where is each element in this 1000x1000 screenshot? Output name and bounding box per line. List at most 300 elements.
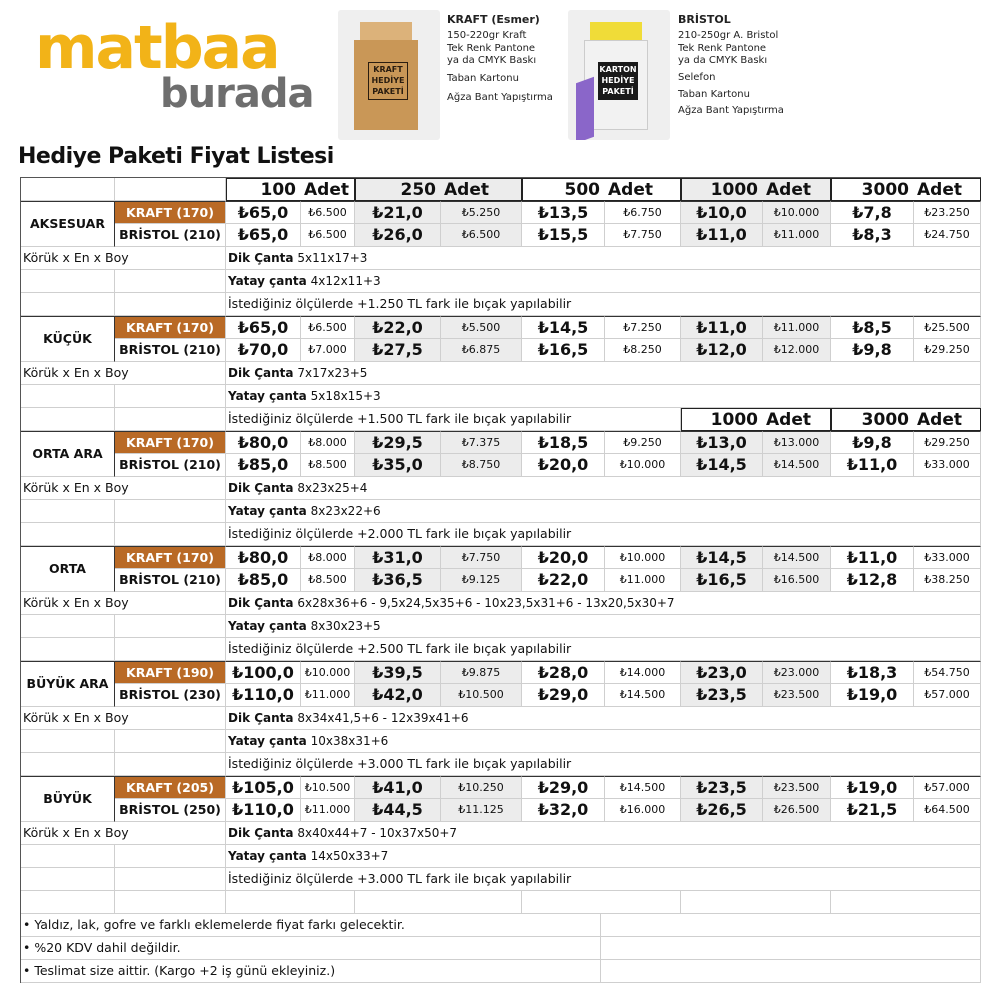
unit-price: ₺85,0: [226, 454, 301, 477]
total-price: ₺6.500: [301, 201, 355, 224]
yatay-canta-dimensions: [226, 385, 981, 408]
total-price: ₺7.375: [441, 431, 522, 454]
total-price: ₺14.500: [763, 546, 831, 569]
quantity-header: [831, 408, 981, 431]
custom-die-note: İstediğiniz ölçülerde +3.000 TL fark ile bıçak yapılabilir: [226, 868, 981, 891]
table-row: [21, 270, 981, 293]
table-row: [21, 960, 981, 983]
kraft-spec-line: Taban Kartonu: [447, 73, 519, 84]
material-bristol: BRİSTOL (210): [115, 569, 226, 592]
total-price: ₺38.250: [914, 569, 981, 592]
unit-price: ₺26,0: [355, 224, 441, 247]
yatay-canta-label: Yatay çanta: [228, 849, 307, 863]
yatay-canta-label: Yatay çanta: [228, 389, 307, 403]
total-price: ₺9.125: [441, 569, 522, 592]
table-row: [21, 661, 981, 691]
category-label: AKSESUAR: [21, 201, 115, 247]
dik-canta-value: 8x40x44+7 - 10x37x50+7: [297, 826, 458, 840]
table-row: [21, 247, 981, 270]
table-row: [21, 638, 981, 661]
total-price: ₺8.500: [301, 454, 355, 477]
table-row: [21, 546, 981, 576]
total-price: ₺9.875: [441, 661, 522, 684]
empty-cell: [115, 408, 226, 431]
quantity-header: [681, 408, 831, 431]
empty-cell: [21, 891, 115, 914]
total-price: ₺64.500: [914, 799, 981, 822]
empty-cell: [115, 730, 226, 753]
table-row: [21, 408, 981, 431]
table-row: [21, 201, 981, 231]
unit-price: ₺11,0: [831, 546, 914, 569]
dimension-label: Körük x En x Boy: [21, 707, 226, 730]
unit-price: ₺35,0: [355, 454, 441, 477]
empty-cell: [115, 385, 226, 408]
unit-price: ₺29,5: [355, 431, 441, 454]
custom-die-note: İstediğiniz ölçülerde +1.250 TL fark ile bıçak yapılabilir: [226, 293, 981, 316]
total-price: ₺6.500: [441, 224, 522, 247]
unit-price: ₺11,0: [681, 224, 763, 247]
material-kraft: KRAFT (170): [115, 546, 226, 569]
table-row: [21, 615, 981, 638]
material-bristol: BRİSTOL (210): [115, 339, 226, 362]
empty-cell: [21, 615, 115, 638]
bristol-spec-line: Tek Renk Pantone: [678, 43, 767, 54]
custom-die-note: İstediğiniz ölçülerde +3.000 TL fark ile bıçak yapılabilir: [226, 753, 981, 776]
table-row: [21, 454, 981, 477]
quantity-unit: Adet: [444, 180, 489, 200]
empty-cell: [21, 753, 115, 776]
dik-canta-dimensions: [226, 822, 981, 845]
dik-canta-value: 8x23x25+4: [297, 481, 368, 495]
unit-price: ₺10,0: [681, 201, 763, 224]
unit-price: ₺80,0: [226, 546, 301, 569]
unit-price: ₺20,0: [522, 454, 605, 477]
table-row: [21, 776, 981, 806]
unit-price: ₺21,0: [355, 201, 441, 224]
bristol-spec-line: Taban Kartonu: [678, 88, 750, 100]
unit-price: ₺65,0: [226, 224, 301, 247]
bristol-product-info: [678, 12, 784, 119]
category-label: ORTA ARA: [21, 431, 115, 477]
dimension-label: Körük x En x Boy: [21, 592, 226, 615]
unit-price: ₺21,5: [831, 799, 914, 822]
total-price: ₺9.250: [605, 431, 681, 454]
quantity-unit: Adet: [917, 410, 962, 430]
unit-price: ₺15,5: [522, 224, 605, 247]
quantity-number: 3000: [861, 180, 909, 200]
dimension-label: Körük x En x Boy: [21, 822, 226, 845]
yatay-canta-value: 4x12x11+3: [310, 274, 381, 288]
unit-price: ₺9,8: [831, 431, 914, 454]
yatay-canta-dimensions: [226, 500, 981, 523]
total-price: ₺29.250: [914, 339, 981, 362]
empty-cell: [355, 891, 522, 914]
unit-price: ₺28,0: [522, 661, 605, 684]
yatay-canta-dimensions: [226, 730, 981, 753]
table-row: [21, 845, 981, 868]
material-kraft: KRAFT (170): [115, 201, 226, 224]
unit-price: ₺7,8: [831, 201, 914, 224]
dimension-label: Körük x En x Boy: [21, 362, 226, 385]
unit-price: ₺12,8: [831, 569, 914, 592]
kraft-bag-label: KRAFT HEDİYE PAKETİ: [368, 62, 408, 100]
unit-price: ₺22,0: [355, 316, 441, 339]
yatay-canta-value: 14x50x33+7: [310, 849, 389, 863]
material-bristol: BRİSTOL (250): [115, 799, 226, 822]
material-kraft: KRAFT (205): [115, 776, 226, 799]
table-row: [21, 362, 981, 385]
empty-cell: [21, 868, 115, 891]
empty-cell: [226, 891, 355, 914]
empty-cell: [21, 385, 115, 408]
quantity-unit: Adet: [766, 410, 811, 430]
total-price: ₺57.000: [914, 776, 981, 799]
table-row: [21, 937, 981, 960]
total-price: ₺8.750: [441, 454, 522, 477]
total-price: ₺14.500: [763, 454, 831, 477]
total-price: ₺57.000: [914, 684, 981, 707]
unit-price: ₺65,0: [226, 201, 301, 224]
unit-price: ₺8,5: [831, 316, 914, 339]
total-price: ₺7.750: [605, 224, 681, 247]
quantity-unit: Adet: [304, 180, 349, 200]
quantity-header: [355, 178, 522, 201]
empty-cell: [831, 891, 981, 914]
matbaaburada-logo: [30, 13, 314, 117]
table-row: [21, 431, 981, 461]
empty-cell: [21, 523, 115, 546]
unit-price: ₺19,0: [831, 684, 914, 707]
unit-price: ₺23,5: [681, 776, 763, 799]
unit-price: ₺39,5: [355, 661, 441, 684]
total-price: ₺11.000: [763, 316, 831, 339]
dik-canta-value: 5x11x17+3: [297, 251, 368, 265]
quantity-number: 250: [400, 180, 436, 200]
total-price: ₺10.000: [301, 661, 355, 684]
total-price: ₺7.250: [605, 316, 681, 339]
total-price: ₺8.000: [301, 546, 355, 569]
table-row: [21, 523, 981, 546]
table-row: [21, 684, 981, 707]
empty-cell: [115, 868, 226, 891]
total-price: ₺23.500: [763, 684, 831, 707]
material-kraft: KRAFT (190): [115, 661, 226, 684]
empty-cell: [21, 730, 115, 753]
yatay-canta-dimensions: [226, 270, 981, 293]
kraft-spec-line: ya da CMYK Baskı: [447, 55, 537, 66]
total-price: ₺54.750: [914, 661, 981, 684]
dik-canta-dimensions: [226, 247, 981, 270]
empty-cell: [115, 523, 226, 546]
total-price: ₺23.250: [914, 201, 981, 224]
yatay-canta-label: Yatay çanta: [228, 619, 307, 633]
total-price: ₺11.000: [301, 799, 355, 822]
dik-canta-label: Dik Çanta: [228, 481, 294, 495]
yatay-canta-label: Yatay çanta: [228, 734, 307, 748]
custom-die-note: İstediğiniz ölçülerde +1.500 TL fark ile bıçak yapılabilir: [226, 408, 681, 431]
empty-cell: [681, 891, 831, 914]
dik-canta-value: 6x28x36+6 - 9,5x24,5x35+6 - 10x23,5x31+6 - 13x20,5x30+7: [297, 596, 675, 610]
total-price: ₺24.750: [914, 224, 981, 247]
footer-note: • Teslimat size aittir. (Kargo +2 iş günü ekleyiniz.): [21, 960, 601, 983]
bristol-bag-image: [568, 10, 670, 140]
unit-price: ₺41,0: [355, 776, 441, 799]
quantity-number: 500: [564, 180, 600, 200]
unit-price: ₺14,5: [681, 546, 763, 569]
custom-die-note: İstediğiniz ölçülerde +2.500 TL fark ile bıçak yapılabilir: [226, 638, 981, 661]
quantity-unit: Adet: [608, 180, 653, 200]
total-price: ₺25.500: [914, 316, 981, 339]
kraft-product-info: [447, 12, 553, 105]
unit-price: ₺13,5: [522, 201, 605, 224]
total-price: ₺8.500: [301, 569, 355, 592]
empty-cell: [601, 937, 981, 960]
material-bristol: BRİSTOL (230): [115, 684, 226, 707]
dik-canta-label: Dik Çanta: [228, 711, 294, 725]
dik-canta-label: Dik Çanta: [228, 251, 294, 265]
dik-canta-label: Dik Çanta: [228, 596, 294, 610]
dik-canta-dimensions: [226, 362, 981, 385]
footer-note: • Yaldız, lak, gofre ve farklı eklemelerde fiyat farkı gelecektir.: [21, 914, 601, 937]
unit-price: ₺80,0: [226, 431, 301, 454]
empty-cell: [21, 845, 115, 868]
total-price: ₺26.500: [763, 799, 831, 822]
kraft-spec-line: 150-220gr Kraft: [447, 29, 527, 41]
dik-canta-label: Dik Çanta: [228, 366, 294, 380]
quantity-number: 1000: [710, 410, 758, 430]
total-price: ₺11.000: [301, 684, 355, 707]
custom-die-note: İstediğiniz ölçülerde +2.000 TL fark ile bıçak yapılabilir: [226, 523, 981, 546]
dik-canta-label: Dik Çanta: [228, 826, 294, 840]
unit-price: ₺23,5: [681, 684, 763, 707]
empty-cell: [115, 293, 226, 316]
unit-price: ₺16,5: [522, 339, 605, 362]
yatay-canta-value: 5x18x15+3: [310, 389, 381, 403]
dik-canta-value: 7x17x23+5: [297, 366, 368, 380]
kraft-bag-image: [338, 10, 440, 140]
table-row: [21, 891, 981, 914]
unit-price: ₺110,0: [226, 684, 301, 707]
table-row: [21, 868, 981, 891]
unit-price: ₺29,0: [522, 776, 605, 799]
total-price: ₺14.000: [605, 661, 681, 684]
quantity-number: 100: [260, 180, 296, 200]
quantity-header: [831, 178, 981, 201]
total-price: ₺12.000: [763, 339, 831, 362]
unit-price: ₺11,0: [681, 316, 763, 339]
quantity-header: [522, 178, 681, 201]
unit-price: ₺18,5: [522, 431, 605, 454]
quantity-header: [226, 178, 355, 201]
table-row: [21, 799, 981, 822]
total-price: ₺13.000: [763, 431, 831, 454]
total-price: ₺6.875: [441, 339, 522, 362]
kraft-spec-line: Ağza Bant Yapıştırma: [447, 91, 553, 103]
unit-price: ₺29,0: [522, 684, 605, 707]
table-row: [21, 477, 981, 500]
total-price: ₺5.250: [441, 201, 522, 224]
category-label: BÜYÜK: [21, 776, 115, 822]
empty-cell: [21, 638, 115, 661]
logo-text-burada: burada: [160, 71, 314, 117]
total-price: ₺29.250: [914, 431, 981, 454]
unit-price: ₺110,0: [226, 799, 301, 822]
total-price: ₺14.500: [605, 684, 681, 707]
total-price: ₺7.000: [301, 339, 355, 362]
total-price: ₺10.000: [605, 546, 681, 569]
yatay-canta-label: Yatay çanta: [228, 274, 307, 288]
total-price: ₺6.500: [301, 316, 355, 339]
empty-cell: [21, 270, 115, 293]
unit-price: ₺27,5: [355, 339, 441, 362]
yatay-canta-dimensions: [226, 845, 981, 868]
unit-price: ₺26,5: [681, 799, 763, 822]
kraft-product-title: KRAFT (Esmer): [447, 13, 540, 26]
unit-price: ₺9,8: [831, 339, 914, 362]
table-row: [21, 178, 981, 201]
unit-price: ₺42,0: [355, 684, 441, 707]
dik-canta-dimensions: [226, 592, 981, 615]
material-kraft: KRAFT (170): [115, 316, 226, 339]
material-bristol: BRİSTOL (210): [115, 224, 226, 247]
empty-cell: [115, 178, 226, 201]
total-price: ₺6.500: [301, 224, 355, 247]
table-row: [21, 753, 981, 776]
empty-cell: [115, 638, 226, 661]
total-price: ₺8.000: [301, 431, 355, 454]
unit-price: ₺44,5: [355, 799, 441, 822]
total-price: ₺11.125: [441, 799, 522, 822]
bristol-spec-line: Ağza Bant Yapıştırma: [678, 105, 784, 116]
quantity-unit: Adet: [917, 180, 962, 200]
bristol-spec-line: Selefon: [678, 72, 716, 83]
total-price: ₺10.000: [763, 201, 831, 224]
dimension-label: Körük x En x Boy: [21, 247, 226, 270]
total-price: ₺10.500: [301, 776, 355, 799]
unit-price: ₺32,0: [522, 799, 605, 822]
table-row: [21, 316, 981, 346]
total-price: ₺33.000: [914, 454, 981, 477]
total-price: ₺10.250: [441, 776, 522, 799]
total-price: ₺16.500: [763, 569, 831, 592]
total-price: ₺11.000: [763, 224, 831, 247]
empty-cell: [601, 914, 981, 937]
yatay-canta-dimensions: [226, 615, 981, 638]
dik-canta-dimensions: [226, 707, 981, 730]
table-row: [21, 730, 981, 753]
material-kraft: KRAFT (170): [115, 431, 226, 454]
empty-cell: [115, 615, 226, 638]
empty-cell: [115, 753, 226, 776]
total-price: ₺23.000: [763, 661, 831, 684]
quantity-header: [681, 178, 831, 201]
bristol-spec-line: 210-250gr A. Bristol: [678, 29, 779, 41]
empty-cell: [21, 500, 115, 523]
dimension-label: Körük x En x Boy: [21, 477, 226, 500]
unit-price: ₺31,0: [355, 546, 441, 569]
total-price: ₺14.500: [605, 776, 681, 799]
bristol-bag-label: KARTON HEDİYE PAKETİ: [598, 62, 638, 100]
table-row: [21, 500, 981, 523]
unit-price: ₺12,0: [681, 339, 763, 362]
empty-cell: [21, 293, 115, 316]
unit-price: ₺22,0: [522, 569, 605, 592]
dik-canta-value: 8x34x41,5+6 - 12x39x41+6: [297, 711, 469, 725]
quantity-number: 1000: [710, 180, 758, 200]
unit-price: ₺14,5: [522, 316, 605, 339]
quantity-number: 3000: [861, 410, 909, 430]
material-bristol: BRİSTOL (210): [115, 454, 226, 477]
total-price: ₺7.750: [441, 546, 522, 569]
table-row: [21, 914, 981, 937]
table-row: [21, 385, 981, 408]
table-row: [21, 707, 981, 730]
total-price: ₺33.000: [914, 546, 981, 569]
unit-price: ₺100,0: [226, 661, 301, 684]
category-label: ORTA: [21, 546, 115, 592]
unit-price: ₺36,5: [355, 569, 441, 592]
table-row: [21, 339, 981, 362]
total-price: ₺8.250: [605, 339, 681, 362]
unit-price: ₺14,5: [681, 454, 763, 477]
table-row: [21, 224, 981, 247]
yatay-canta-label: Yatay çanta: [228, 504, 307, 518]
yatay-canta-value: 10x38x31+6: [310, 734, 389, 748]
empty-cell: [522, 891, 681, 914]
price-table: [20, 177, 981, 983]
bristol-product-title: BRİSTOL: [678, 13, 731, 26]
empty-cell: [115, 500, 226, 523]
bristol-spec-line: ya da CMYK Baskı: [678, 55, 768, 66]
empty-cell: [115, 891, 226, 914]
unit-price: ₺105,0: [226, 776, 301, 799]
category-label: BÜYÜK ARA: [21, 661, 115, 707]
empty-cell: [21, 408, 115, 431]
empty-cell: [601, 960, 981, 983]
yatay-canta-value: 8x30x23+5: [310, 619, 381, 633]
empty-cell: [115, 270, 226, 293]
empty-cell: [115, 845, 226, 868]
total-price: ₺10.000: [605, 454, 681, 477]
page-title: Hediye Paketi Fiyat Listesi: [18, 144, 334, 169]
unit-price: ₺16,5: [681, 569, 763, 592]
unit-price: ₺70,0: [226, 339, 301, 362]
quantity-unit: Adet: [766, 180, 811, 200]
footer-note: • %20 KDV dahil değildir.: [21, 937, 601, 960]
unit-price: ₺85,0: [226, 569, 301, 592]
total-price: ₺11.000: [605, 569, 681, 592]
kraft-spec-line: Tek Renk Pantone: [447, 43, 536, 54]
category-label: KÜÇÜK: [21, 316, 115, 362]
unit-price: ₺11,0: [831, 454, 914, 477]
total-price: ₺6.750: [605, 201, 681, 224]
unit-price: ₺18,3: [831, 661, 914, 684]
yatay-canta-value: 8x23x22+6: [310, 504, 381, 518]
total-price: ₺5.500: [441, 316, 522, 339]
table-row: [21, 822, 981, 845]
table-row: [21, 592, 981, 615]
table-row: [21, 569, 981, 592]
unit-price: ₺19,0: [831, 776, 914, 799]
empty-cell: [21, 178, 115, 201]
unit-price: ₺65,0: [226, 316, 301, 339]
total-price: ₺16.000: [605, 799, 681, 822]
unit-price: ₺13,0: [681, 431, 763, 454]
unit-price: ₺20,0: [522, 546, 605, 569]
logo-text-matbaa: matbaa: [35, 13, 279, 83]
total-price: ₺23.500: [763, 776, 831, 799]
